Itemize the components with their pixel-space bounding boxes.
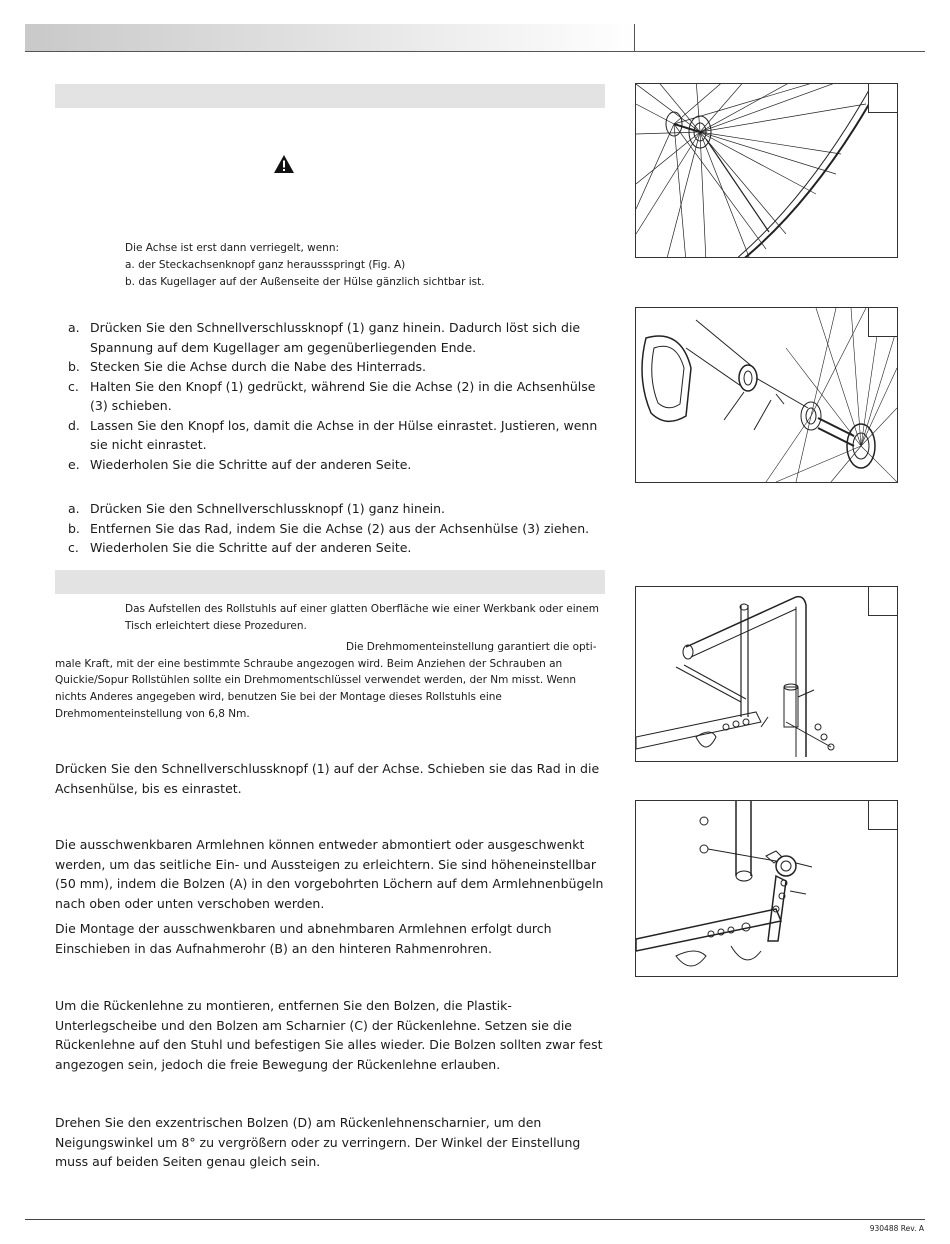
header-bar	[25, 24, 635, 52]
footer-rule	[25, 1219, 925, 1220]
removal-steps-list	[55, 499, 607, 558]
warning-note-line: Die Achse ist erst dann verriegelt, wenn:	[125, 242, 340, 254]
install-steps-list	[55, 318, 607, 474]
list-item: d. Lassen Sie den Knopf los, damit die Achse in der Hülse einrastet. Justieren, wenn sie nicht einrastet.	[68, 417, 598, 452]
list-item: b. Stecken Sie die Achse durch die Nabe des Hinterrads.	[68, 359, 427, 374]
list-item: a. Drücken Sie den Schnellverschlussknopf (1) ganz hinein.	[68, 501, 445, 516]
note-line: Tisch erleichtert diese Prozeduren.	[125, 620, 307, 632]
list-item: a. Drücken Sie den Schnellverschlussknopf (1) ganz hinein. Dadurch löst sich die Spannung auf dem Kugellager am gegenüberliegenden Ende.	[68, 320, 581, 355]
section-bar-assembly	[55, 570, 605, 594]
section-bar-wheels	[55, 84, 605, 108]
figure-axle-insertion	[635, 307, 898, 483]
paragraph-wheel: Drücken Sie den Schnellverschlussknopf (1) auf der Achse. Schieben sie das Rad in die Achsenhülse, bis es einrastet.	[55, 761, 600, 796]
warning-note-line: b. das Kugellager auf der Außenseite der Hülse gänzlich sichtbar ist.	[125, 276, 485, 288]
paragraph-armrest-1: Die ausschwenkbaren Armlehnen können entweder abmontiert oder ausgeschwenkt werden, um das seitliche Ein- und Aussteigen zu erleichtern. Sie sind höheneinstellbar (50 mm), indem die Bolzen (A) in den vorgebohrten Löchern auf dem Armlehnenbügeln nach oben oder unten verschoben werden.	[55, 837, 604, 911]
footer-document-code: 930488 Rev. A	[869, 1224, 924, 1233]
figure-a-wheel-hub	[635, 83, 898, 258]
list-item: c. Halten Sie den Knopf (1) gedrückt, während Sie die Achse (2) in die Achsenhülse (3) schieben.	[68, 378, 596, 413]
note-line: Quickie/Sopur Rollstühlen sollte ein Drehmomentschlüssel verwendet werden, der Nm misst. Wenn	[55, 674, 577, 686]
note-line: nichts Anderes angegeben wird, benutzen Sie bei der Montage dieses Rollstuhls eine	[55, 691, 502, 703]
list-item: c. Wiederholen Sie die Schritte auf der anderen Seite.	[68, 540, 412, 555]
list-item: e. Wiederholen Sie die Schritte auf der anderen Seite.	[68, 456, 412, 472]
header-rule	[635, 51, 925, 52]
note-line: Drehmomenteinstellung von 6,8 Nm.	[55, 708, 250, 720]
header-divider-tick	[634, 24, 635, 52]
figure-frame-assembly	[635, 586, 898, 762]
figure-letter-box	[868, 84, 897, 113]
note-line: male Kraft, mit der eine bestimmte Schraube angezogen wird. Beim Anziehen der Schrauben an	[55, 658, 563, 670]
paragraph-angle: Drehen Sie den exzentrischen Bolzen (D) am Rückenlehnenscharnier, um den Neigungswinkel um 8° zu vergrößern oder zu verringern. Der Winkel der Einstellung muss auf beiden Seiten genau gleich sein.	[55, 1115, 581, 1169]
figure-letter-box	[868, 801, 897, 830]
paragraph-backrest: Um die Rückenlehne zu montieren, entfernen Sie den Bolzen, die Plastik-Unterlegscheibe und den Bolzen am Scharnier (C) der Rückenlehne. Setzen sie die Rückenlehne auf den Stuhl und befestigen Sie alles wieder. Die Bolzen sollten zwar fest angezogen sein, jedoch die freie Bewegung der Rückenlehne erlauben.	[55, 998, 603, 1072]
figure-backrest-hinge	[635, 800, 898, 977]
note-line: Die Drehmomenteinstellung garantiert die opti-	[346, 641, 597, 653]
warning-icon	[273, 154, 295, 174]
figure-letter-box	[868, 587, 897, 616]
warning-note-line: a. der Steckachsenknopf ganz heraussspringt (Fig. A)	[125, 259, 406, 271]
list-item: b. Entfernen Sie das Rad, indem Sie die Achse (2) aus der Achsenhülse (3) ziehen.	[68, 520, 590, 536]
paragraph-armrest-2: Die Montage der ausschwenkbaren und abnehmbaren Armlehnen erfolgt durch Einschieben in das Aufnahmerohr (B) an den hinteren Rahmenrohren.	[55, 921, 552, 956]
figure-letter-box	[868, 308, 897, 337]
note-line: Das Aufstellen des Rollstuhls auf einer glatten Oberfläche wie einer Werkbank oder einem	[125, 603, 599, 615]
